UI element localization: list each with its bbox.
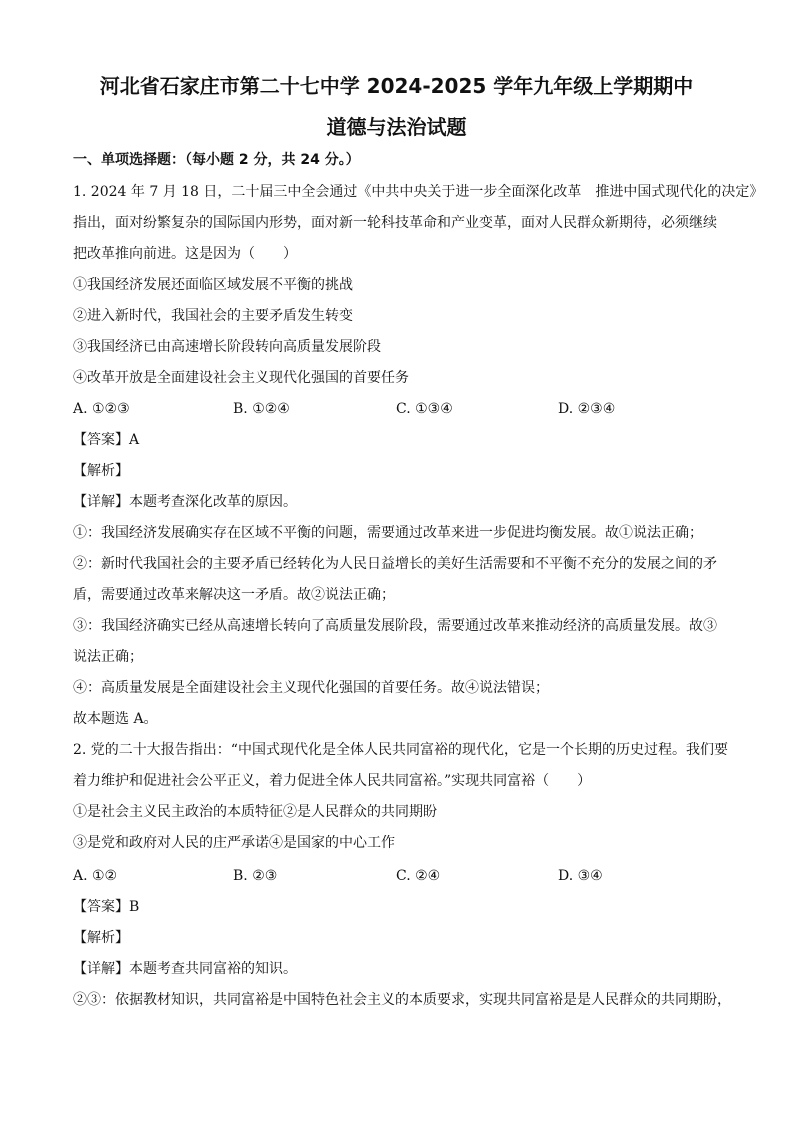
q1-statement-4: ④改革开放是全面建设社会主义现代化强国的首要任务 [73,370,409,386]
q1-option-b: B. ①②④ [233,401,290,417]
q1-detail: 【详解】本题考查深化改革的原因。 [73,494,297,510]
q1-stem-line2: 指出，面对纷繁复杂的国际国内形势，面对新一轮科技革命和产业变革，面对人民群众新期待，必须继续 [73,215,717,231]
q2-option-a: A. ①② [73,868,118,884]
q2-stem-line2: 着力维护和促进社会公平正义，着力促进全体人民共同富裕。”实现共同富裕（ ） [73,773,592,789]
q2-statements-3-4: ③是党和政府对人民的庄严承诺④是国家的中心工作 [73,835,395,851]
q1-explain-2a: ②：新时代我国社会的主要矛盾已经转化为人民日益增长的美好生活需要和不平衡不充分的发展之间的矛 [73,556,717,572]
q1-explain-4: ④：高质量发展是全面建设社会主义现代化强国的首要任务。故④说法错误； [73,680,549,696]
q1-analysis-label: 【解析】 [73,463,129,479]
q1-explain-1: ①：我国经济发展确实存在区域不平衡的问题，需要通过改革来进一步促进均衡发展。故①说法正确； [73,525,703,541]
q1-option-c: C. ①③④ [396,401,453,417]
q2-analysis-label: 【解析】 [73,930,129,946]
q2-option-c: C. ②④ [396,868,441,884]
q1-stem-line3: 把改革推向前进。这是因为（ ） [73,246,297,262]
q2-detail: 【详解】本题考查共同富裕的知识。 [73,961,297,977]
q2-answer: 【答案】B [73,899,140,915]
q1-option-a: A. ①②③ [73,401,130,417]
q1-statement-1: ①我国经济发展还面临区域发展不平衡的挑战 [73,277,353,293]
q1-option-d: D. ②③④ [558,401,616,417]
q2-option-d: D. ③④ [558,868,603,884]
q1-statement-2: ②进入新时代，我国社会的主要矛盾发生转变 [73,308,353,324]
section-heading: 一、单项选择题：（每小题 2 分，共 24 分。） [73,152,360,168]
exam-subtitle: 道德与法治试题 [326,115,467,139]
q2-option-b: B. ②③ [233,868,278,884]
q1-statement-3: ③我国经济已由高速增长阶段转向高质量发展阶段 [73,339,381,355]
q1-answer: 【答案】A [73,432,140,448]
q1-explain-2b: 盾，需要通过改革来解决这一矛盾。故②说法正确； [73,587,395,603]
exam-title: 河北省石家庄市第二十七中学 2024-2025 学年九年级上学期期中 [99,74,694,98]
q2-stem-line1: 2. 党的二十大报告指出：“中国式现代化是全体人民共同富裕的现代化，它是一个长期的历史过程。我们要 [73,742,728,758]
q1-explain-3a: ③：我国经济确实已经从高速增长转向了高质量发展阶段，需要通过改革来推动经济的高质量发展。故③ [73,618,717,634]
q1-stem-line1: 1. 2024 年 7 月 18 日，二十届三中全会通过《中共中央关于进一步全面深化改革 推进中国式现代化的决定》 [73,184,764,200]
q1-explain-3b: 说法正确； [73,649,143,665]
q2-statements-1-2: ①是社会主义民主政治的本质特征②是人民群众的共同期盼 [73,804,437,820]
q1-conclusion: 故本题选 A。 [73,711,158,727]
q2-explain-1: ②③：依据教材知识，共同富裕是中国特色社会主义的本质要求，实现共同富裕是是人民群众的共同期盼， [73,992,731,1008]
